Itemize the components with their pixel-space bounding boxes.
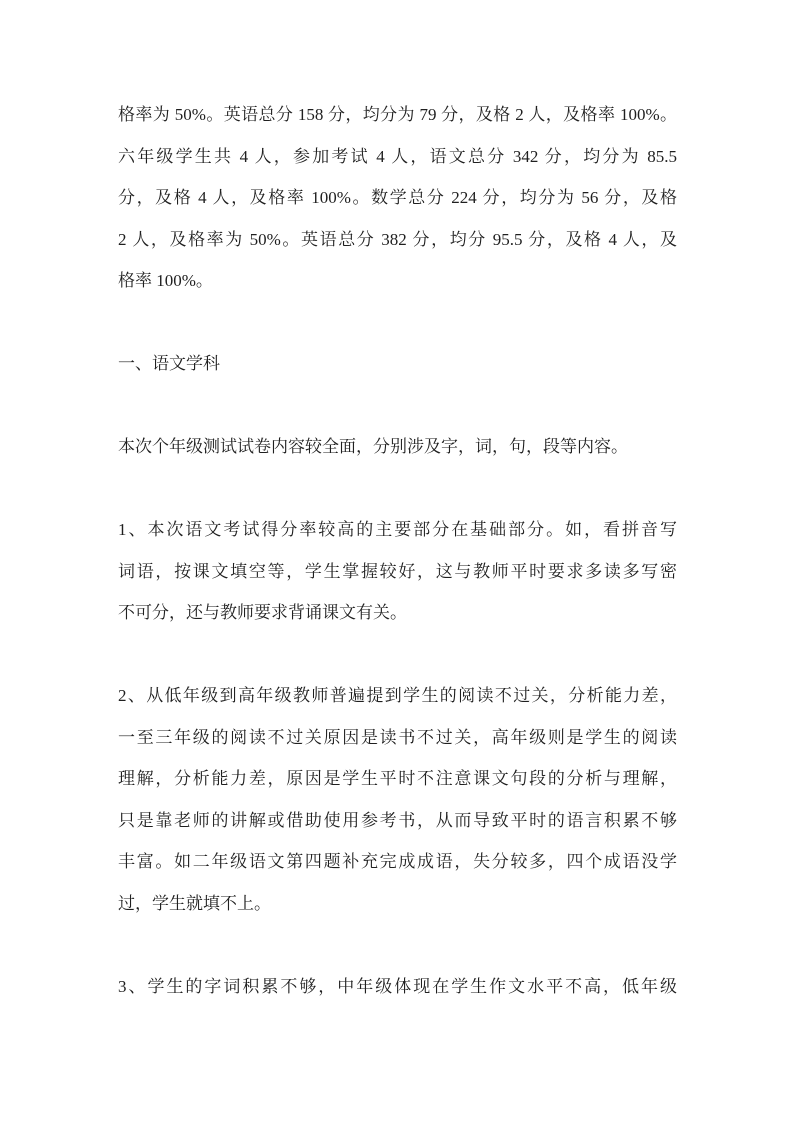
- paragraph-overview: [118, 426, 677, 468]
- text-line: 2、从低年级到高年级教师普遍提到学生的阅读不过关，分析能力差，: [118, 686, 677, 705]
- text-line: 不可分，还与教师要求背诵课文有关。: [118, 603, 407, 622]
- text-line: 一至三年级的阅读不过关原因是读书不过关，高年级则是学生的阅读: [118, 727, 677, 747]
- paragraph-point-1: [118, 509, 677, 634]
- text-line: 1、本次语文考试得分率较高的主要部分在基础部分。如，看拼音写: [118, 520, 677, 539]
- text-line: 丰富。如二年级语文第四题补充完成成语，失分较多，四个成语没学: [118, 852, 677, 871]
- paragraph-point-2: [118, 675, 677, 924]
- text-line: 2 人，及格率为 50%。英语总分 382 分，均分 95.5 分，及格 4 人，及: [118, 229, 677, 249]
- text-line: 理解，分析能力差，原因是学生平时不注意课文句段的分析与理解，: [118, 769, 677, 788]
- text-line: 词语，按课文填空等，学生掌握较好，这与教师平时要求多读多写密: [118, 561, 677, 581]
- paragraph-point-3: [118, 966, 677, 1008]
- text-line: 3、学生的字词积累不够，中年级体现在学生作文水平不高，低年级: [118, 976, 677, 996]
- heading-line: 一、语文学科: [118, 354, 220, 373]
- text-line: 过，学生就填不上。: [118, 893, 271, 913]
- text-line: 格率为 50%。英语总分 158 分，均分为 79 分，及格 2 人，及格率 100%。: [118, 105, 677, 124]
- text-line: 本次个年级测试试卷内容较全面，分别涉及字，词，句，段等内容。: [118, 437, 628, 456]
- section-heading-chinese-subject: [118, 343, 677, 385]
- text-line: 格率 100%。: [118, 271, 213, 290]
- text-line: 只是靠老师的讲解或借助使用参考书，从而导致平时的语言积累不够: [118, 810, 677, 830]
- paragraph-score-summary: [118, 94, 677, 302]
- text-line: 分，及格 4 人，及格率 100%。数学总分 224 分，均分为 56 分，及格: [118, 188, 677, 207]
- text-line: 六年级学生共 4 人，参加考试 4 人，语文总分 342 分，均分为 85.5: [118, 146, 677, 166]
